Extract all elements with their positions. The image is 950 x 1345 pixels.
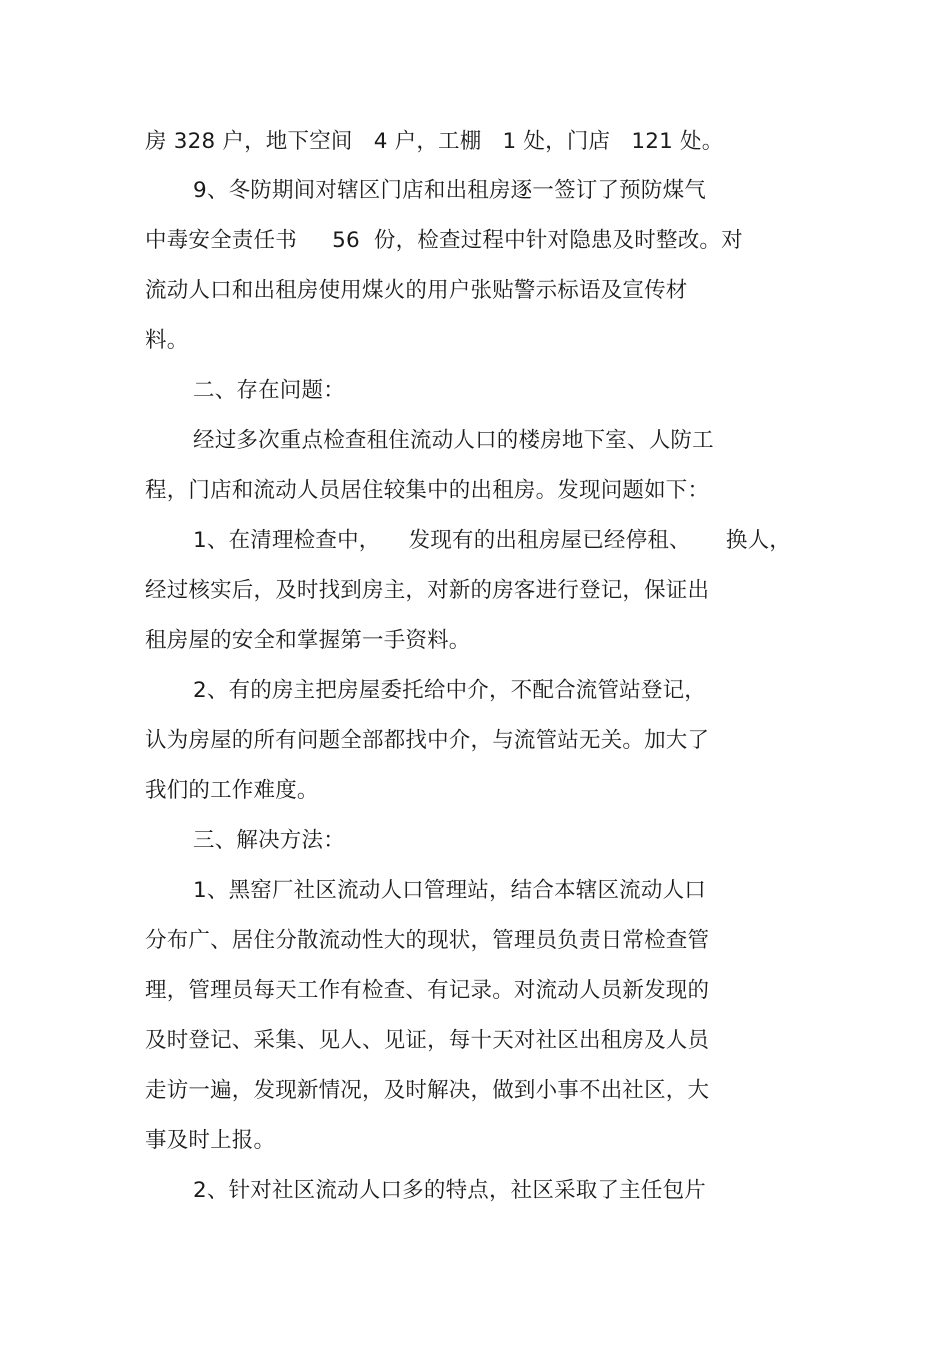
text-line: 房 328 户，地下空间 4 户，工棚 1 处，门店 121 处。: [145, 129, 724, 154]
text-line: 理，管理员每天工作有检查、有记录。对流动人员新发现的: [145, 978, 710, 1003]
section-heading: 三、解决方法：: [193, 828, 345, 853]
text-line: 我们的工作难度。: [145, 778, 319, 803]
text-line: 2、针对社区流动人口多的特点，社区采取了主任包片: [193, 1178, 706, 1203]
text-line: 认为房屋的所有问题全部都找中介，与流管站无关。加大了: [145, 728, 710, 753]
text-line: 1、黑窑厂社区流动人口管理站，结合本辖区流动人口: [193, 878, 706, 903]
text-line: 分布广、居住分散流动性大的现状，管理员负责日常检查管: [145, 928, 710, 953]
text-line: 中毒安全责任书 56 份，检查过程中针对隐患及时整改。对: [145, 228, 743, 253]
text-line: 经过多次重点检查租住流动人口的楼房地下室、人防工: [193, 428, 714, 453]
text-line: 2、有的房主把房屋委托给中介，不配合流管站登记，: [193, 678, 706, 703]
text-line: 1、在清理检查中， 发现有的出租房屋已经停租、 换人，: [193, 528, 791, 553]
text-line: 流动人口和出租房使用煤火的用户张贴警示标语及宣传材: [145, 278, 688, 303]
section-heading: 二、存在问题：: [193, 378, 345, 403]
text-line: 9、冬防期间对辖区门店和出租房逐一签订了预防煤气: [193, 178, 706, 203]
text-line: 走访一遍，发现新情况，及时解决，做到小事不出社区，大: [145, 1078, 710, 1103]
text-line: 租房屋的安全和掌握第一手资料。: [145, 628, 471, 653]
text-line: 及时登记、采集、见人、见证，每十天对社区出租房及人员: [145, 1028, 710, 1053]
text-line: 程，门店和流动人员居住较集中的出租房。发现问题如下：: [145, 478, 710, 503]
text-line: 事及时上报。: [145, 1128, 276, 1153]
text-line: 料。: [145, 328, 189, 353]
text-line: 经过核实后，及时找到房主，对新的房客进行登记，保证出: [145, 578, 710, 603]
